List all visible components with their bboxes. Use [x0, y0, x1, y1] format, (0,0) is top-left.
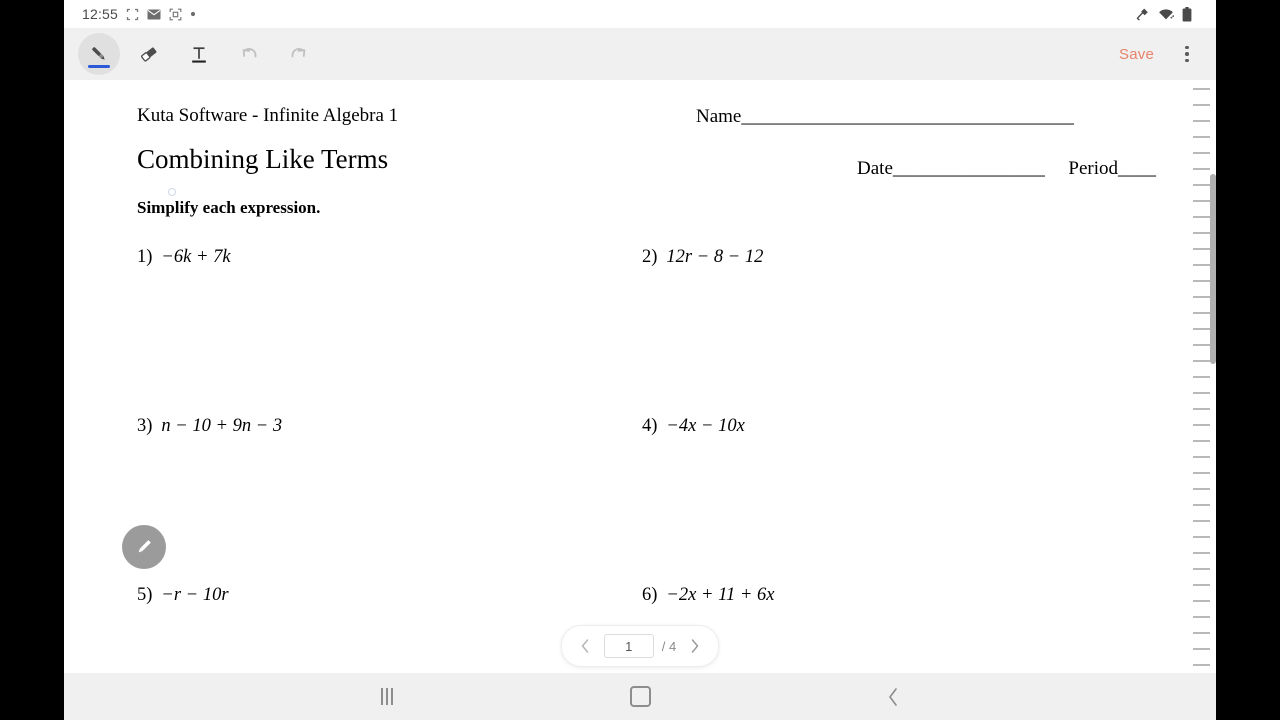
problem-number: 1) — [137, 247, 153, 267]
undo-button[interactable] — [228, 33, 270, 75]
eraser-tool[interactable] — [128, 33, 170, 75]
ruler-tick — [1193, 232, 1210, 234]
prev-page-button[interactable] — [574, 631, 596, 661]
ruler-tick — [1193, 600, 1210, 602]
page-number-input[interactable] — [604, 634, 654, 658]
pencil-icon — [133, 536, 155, 558]
more-vertical-icon[interactable] — [1174, 37, 1200, 71]
problem-3 — [137, 414, 282, 438]
pen-active-indicator — [88, 65, 110, 68]
dnd-icon — [1135, 7, 1150, 22]
ruler-tick — [1193, 392, 1210, 394]
redo-icon — [287, 42, 311, 66]
ruler-tick — [1193, 328, 1210, 330]
chevron-left-icon — [579, 638, 591, 654]
ruler-tick — [1193, 360, 1210, 362]
ruler-tick — [1193, 152, 1210, 154]
problem-expression: −6k + 7k — [161, 247, 231, 267]
problem-grid — [137, 245, 1157, 673]
document-canvas[interactable] — [64, 80, 1216, 673]
ruler-tick — [1193, 440, 1210, 442]
name-field: Name___________________________________ — [696, 106, 1074, 127]
ruler-tick — [1193, 424, 1210, 426]
page-navigator — [561, 625, 719, 667]
status-bar-left — [82, 0, 196, 28]
page-ruler — [1186, 80, 1216, 673]
student-info-block — [696, 105, 1156, 181]
screenshot-icon — [169, 8, 182, 21]
ruler-tick — [1193, 648, 1210, 650]
problem-expression: 12r − 8 − 12 — [666, 247, 764, 267]
ruler-tick — [1193, 536, 1210, 538]
ruler-tick — [1193, 472, 1210, 474]
redo-button[interactable] — [278, 33, 320, 75]
ruler-tick — [1193, 216, 1210, 218]
ruler-tick — [1193, 504, 1210, 506]
text-tool[interactable] — [178, 33, 220, 75]
problem-1 — [137, 245, 231, 269]
ruler-tick — [1193, 488, 1210, 490]
mail-icon — [147, 9, 161, 20]
ruler-tick — [1193, 664, 1210, 666]
ruler-tick — [1193, 520, 1210, 522]
page-total-label: / 4 — [661, 638, 677, 654]
ruler-tick — [1193, 296, 1210, 298]
battery-icon — [1182, 7, 1192, 22]
home-icon[interactable] — [610, 673, 670, 720]
notification-dots-icon — [126, 8, 139, 21]
worksheet-page — [64, 80, 1216, 673]
date-field: Date________________ — [857, 158, 1045, 179]
ruler-tick — [1193, 552, 1210, 554]
date-period-fields — [696, 157, 1156, 181]
ruler-tick — [1193, 200, 1210, 202]
problem-number: 5) — [137, 585, 153, 605]
problem-4 — [642, 414, 745, 438]
problem-2 — [642, 245, 763, 269]
ruler-tick — [1193, 344, 1210, 346]
problem-expression: −2x + 11 + 6x — [666, 585, 775, 605]
save-button[interactable]: Save — [1113, 42, 1160, 67]
ink-annotation-mark — [168, 188, 176, 196]
problem-number: 6) — [642, 585, 658, 605]
back-chevron-icon[interactable] — [863, 673, 923, 720]
next-page-button[interactable] — [684, 631, 706, 661]
ruler-tick — [1193, 584, 1210, 586]
ruler-tick — [1193, 248, 1210, 250]
problem-number: 2) — [642, 247, 658, 267]
publisher-line: Kuta Software - Infinite Algebra 1 — [137, 105, 399, 126]
status-bar — [64, 0, 1216, 28]
ruler-tick — [1193, 312, 1210, 314]
eraser-icon — [137, 42, 161, 66]
ruler-tick — [1193, 456, 1210, 458]
problem-expression: −r − 10r — [161, 585, 229, 605]
vertical-scrollbar[interactable] — [1210, 174, 1216, 364]
ruler-tick — [1193, 632, 1210, 634]
toolbar-right-group — [1113, 28, 1200, 80]
pen-icon — [87, 42, 111, 66]
app-window — [64, 0, 1216, 720]
problem-6 — [642, 583, 774, 607]
ruler-tick — [1193, 408, 1210, 410]
ruler-tick — [1193, 376, 1210, 378]
period-field: Period____ — [1068, 158, 1156, 179]
ruler-tick — [1193, 104, 1210, 106]
system-navigation-bar — [64, 673, 1216, 720]
tool-group — [78, 28, 320, 80]
recents-icon[interactable] — [357, 673, 417, 720]
undo-icon — [237, 42, 261, 66]
ruler-tick — [1193, 264, 1210, 266]
dot-icon — [190, 11, 196, 17]
page-title: Combining Like Terms — [137, 144, 389, 174]
instruction-line: Simplify each expression. — [137, 198, 321, 217]
status-bar-right — [1135, 0, 1192, 28]
ruler-tick — [1193, 120, 1210, 122]
ruler-tick — [1193, 168, 1210, 170]
chevron-right-icon — [689, 638, 701, 654]
wifi-icon — [1158, 8, 1174, 21]
editor-toolbar — [64, 28, 1216, 80]
ruler-tick — [1193, 568, 1210, 570]
problem-expression: −4x − 10x — [666, 416, 745, 436]
problem-5 — [137, 583, 229, 607]
ruler-tick — [1193, 280, 1210, 282]
pen-tool[interactable] — [78, 33, 120, 75]
ruler-tick — [1193, 88, 1210, 90]
problem-row — [137, 414, 1157, 583]
problem-row — [137, 245, 1157, 414]
problem-number: 3) — [137, 416, 153, 436]
pencil-fab[interactable] — [122, 525, 166, 569]
ruler-tick — [1193, 184, 1210, 186]
problem-expression: n − 10 + 9n − 3 — [161, 416, 283, 436]
ruler-tick — [1193, 616, 1210, 618]
ruler-tick — [1193, 136, 1210, 138]
text-icon — [187, 42, 211, 66]
status-clock: 12:55 — [82, 6, 119, 22]
problem-number: 4) — [642, 416, 658, 436]
